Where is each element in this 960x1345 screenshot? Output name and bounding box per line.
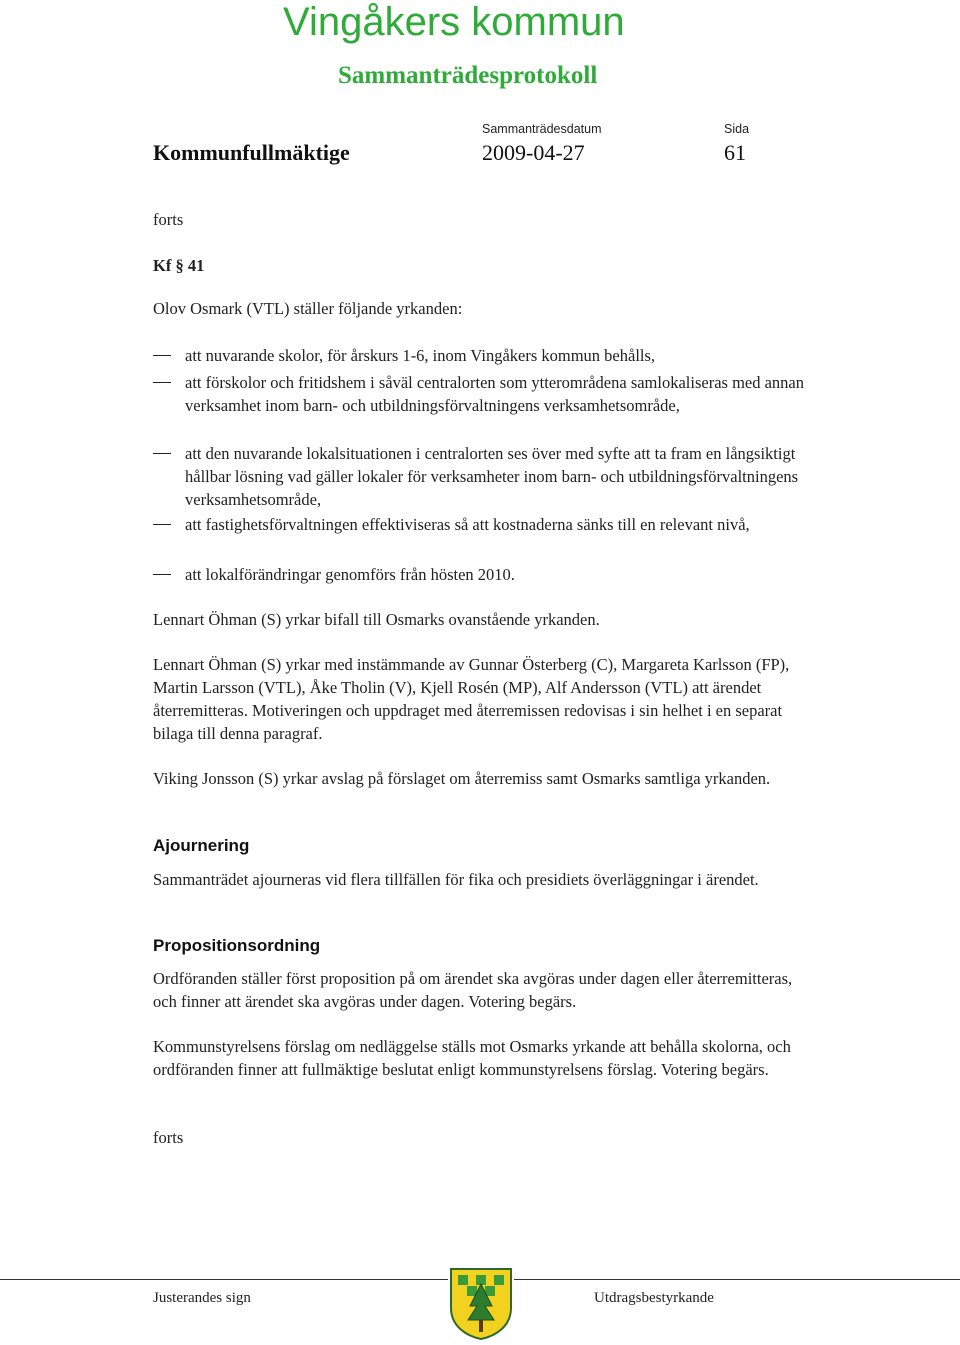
page-number: 61 <box>724 140 746 165</box>
footer-justerandes-sign: Justerandes sign <box>153 1290 251 1306</box>
list-item-text: att den nuvarande lokalsituationen i centralorten ses över med syfte att ta fram en långsiktigt hållbar lösning vad gäller lokaler för verksamheter inom barn- och utbildningsförvaltningens verksamhetsområde, <box>185 444 799 509</box>
dash-bullet <box>153 382 171 383</box>
dash-bullet <box>153 524 171 525</box>
list-item <box>153 344 813 367</box>
continued-label: forts <box>153 1128 184 1147</box>
continued-label: forts <box>153 210 184 229</box>
list-item <box>153 442 813 511</box>
heading-propositionsordning: Propositionsordning <box>153 936 321 955</box>
intro-text: Olov Osmark (VTL) ställer följande yrkanden: <box>153 299 463 318</box>
coat-of-arms-icon <box>448 1266 514 1340</box>
list-item-text: att förskolor och fritidshem i såväl centralorten som ytterområdena samlokaliseras med annan verksamhet inom barn- och utbildningsförvaltningens verksamhetsområde, <box>185 373 805 415</box>
date-label: Sammanträdesdatum <box>482 122 602 136</box>
body-name: Kommunfullmäktige <box>153 140 350 165</box>
list-item-text: att nuvarande skolor, för årskurs 1-6, inom Vingåkers kommun behålls, <box>185 346 656 365</box>
dash-bullet <box>153 355 171 356</box>
list-item-text: att fastighetsförvaltningen effektiviseras så att kostnaderna sänks till en relevant nivå, <box>185 515 750 534</box>
list-item <box>153 563 813 586</box>
paragraph: Viking Jonsson (S) yrkar avslag på förslaget om återremiss samt Osmarks samtliga yrkanden. <box>153 769 771 788</box>
footer-divider <box>0 1279 448 1280</box>
paragraph: Kommunstyrelsens förslag om nedläggelse ställs mot Osmarks yrkande att behålla skolorna, och ordföranden finner att fullmäktige beslutat enligt kommunstyrelsens förslag. Votering begärs. <box>153 1037 791 1079</box>
paragraph: Sammanträdet ajourneras vid flera tillfällen för fika och presidiets överläggningar i ärendet. <box>153 870 759 889</box>
section-reference: Kf § 41 <box>153 256 205 275</box>
document-type: Sammanträdesprotokoll <box>338 62 598 89</box>
meeting-date: 2009-04-27 <box>482 140 585 165</box>
paragraph: Lennart Öhman (S) yrkar med instämmande av Gunnar Österberg (C), Margareta Karlsson (FP), Martin Larsson (VTL), Åke Tholin (V), Kjell Rosén (MP), Alf Andersson (VTL) att ärendet återremitteras. Motiveringen och uppdraget med återremissen redovisas i sin helhet i en separat bilaga till denna paragraf. <box>153 655 790 743</box>
municipality-name: Vingåkers kommun <box>283 0 625 44</box>
page-label: Sida <box>724 122 750 136</box>
dash-bullet <box>153 453 171 454</box>
heading-ajournering: Ajournering <box>153 836 250 855</box>
dash-bullet <box>153 574 171 575</box>
list-item <box>153 371 813 417</box>
list-item <box>153 513 813 536</box>
paragraph: Lennart Öhman (S) yrkar bifall till Osmarks ovanstående yrkanden. <box>153 610 600 629</box>
paragraph: Ordföranden ställer först proposition på om ärendet ska avgöras under dagen eller återremitteras, och finner att ärendet ska avgöras under dagen. Votering begärs. <box>153 969 793 1011</box>
footer-divider <box>514 1279 960 1280</box>
footer-utdragsbestyrkande: Utdragsbestyrkande <box>594 1290 714 1306</box>
list-item-text: att lokalförändringar genomförs från hösten 2010. <box>185 565 515 584</box>
